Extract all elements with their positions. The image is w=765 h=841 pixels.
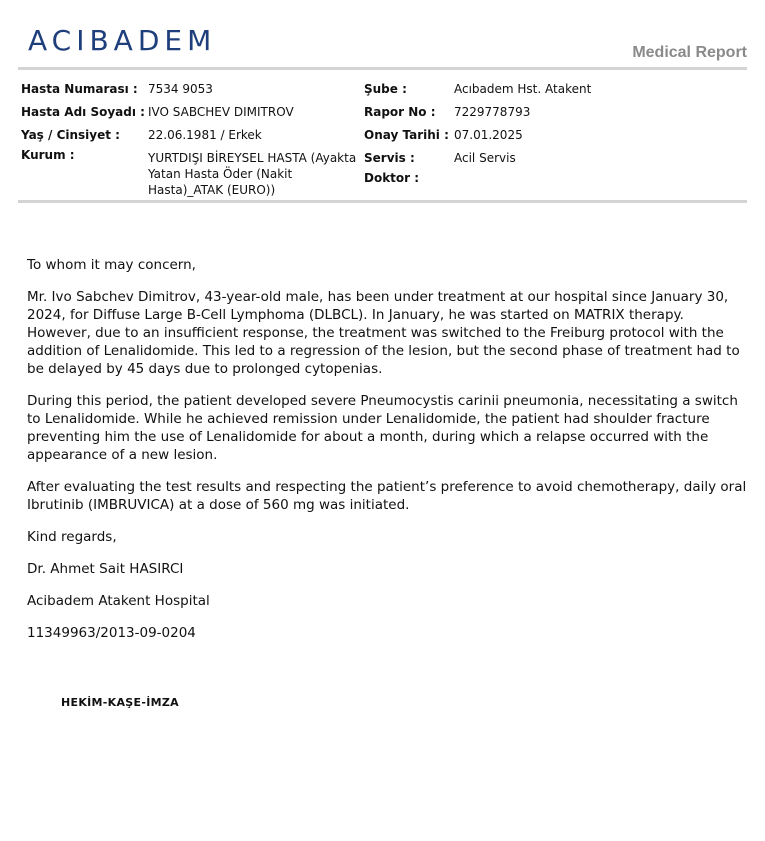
patient-number-value: 7534 9053 <box>148 82 213 96</box>
approval-date-label: Onay Tarihi : <box>364 128 449 142</box>
letter-body <box>27 256 752 656</box>
institution-value: YURTDIŞI BİREYSEL HASTA (Ayakta Yatan Hasta Öder (Nakit Hasta)_ATAK (EURO)) <box>148 151 357 197</box>
doctor-name: Dr. Ahmet Sait HASIRCI <box>27 561 184 577</box>
institution-label: Kurum : <box>21 148 75 162</box>
hospital-name: Acibadem Atakent Hospital <box>27 593 210 609</box>
header-divider-top <box>18 67 747 70</box>
patient-name-value: IVO SABCHEV DIMITROV <box>148 105 294 119</box>
patient-name-label: Hasta Adı Soyadı : <box>21 105 145 119</box>
letter-salutation: To whom it may concern, <box>27 257 196 273</box>
report-no-label: Rapor No : <box>364 105 436 119</box>
letter-paragraph-1: Mr. Ivo Sabchev Dimitrov, 43-year-old male, has been under treatment at our hospital since January 30, 2024, for Diffuse Large B-Cell Lymphoma (DLBCL). In January, he was started on MATRIX therapy. However, due to an insufficient response, the treatment was switched to the Freiburg protocol with the addition of Lenalidomide. This led to a regression of the lesion, but the second phase of treatment had to be delayed by 45 days due to prolonged cytopenias. <box>27 289 740 377</box>
service-label: Servis : <box>364 151 415 165</box>
age-gender-value: 22.06.1981 / Erkek <box>148 128 262 142</box>
service-value: Acil Servis <box>454 151 516 165</box>
branch-value: Acıbadem Hst. Atakent <box>454 82 592 96</box>
approval-date-value: 07.01.2025 <box>454 128 523 142</box>
branch-label: Şube : <box>364 82 407 96</box>
hospital-logo: ACIBADEM <box>28 24 217 57</box>
doctor-label: Doktor : <box>364 171 420 185</box>
header-divider-bottom <box>18 200 747 203</box>
report-type-title: Medical Report <box>632 44 747 61</box>
letter-paragraph-3: After evaluating the test results and respecting the patient’s preference to avoid chemotherapy, daily oral Ibrutinib (IMBRUVICA) at a dose of 560 mg was initiated. <box>27 479 747 513</box>
letter-paragraph-2: During this period, the patient developed severe Pneumocystis carinii pneumonia, necessitating a switch to Lenalidomide. While he achieved remission under Lenalidomide, the patient had shoulder fracture preventing him the use of Lenalidomide for about a month, during which a relapse occurred with the appearance of a new lesion. <box>27 393 738 463</box>
age-gender-label: Yaş / Cinsiyet : <box>21 128 120 142</box>
reference-code: 11349963/2013-09-0204 <box>27 625 196 641</box>
report-no-value: 7229778793 <box>454 105 531 119</box>
letter-closing: Kind regards, <box>27 529 117 545</box>
patient-number-label: Hasta Numarası : <box>21 82 138 96</box>
signature-stamp-label: HEKİM-KAŞE-İMZA <box>61 696 179 709</box>
